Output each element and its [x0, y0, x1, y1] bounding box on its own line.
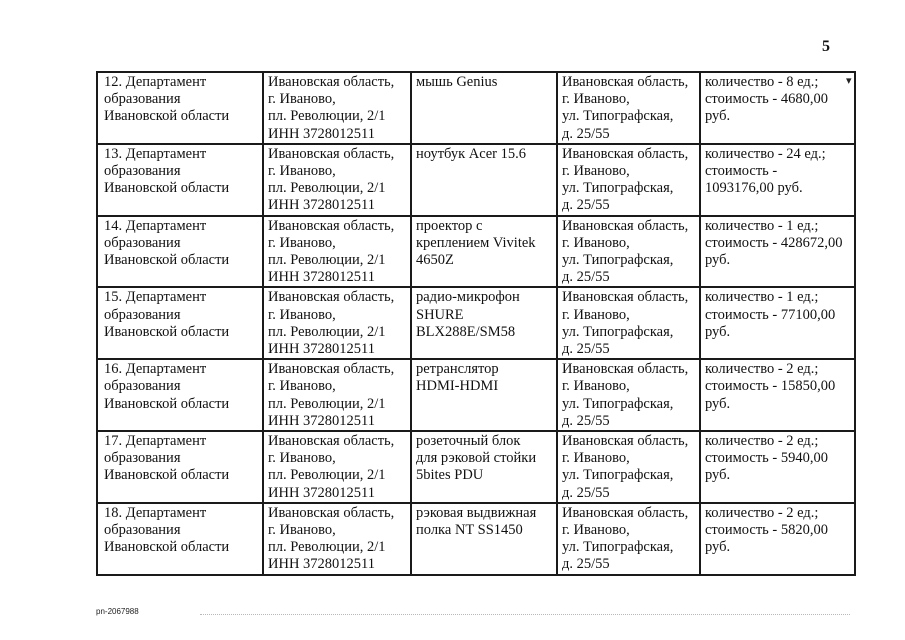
- location-cell: Ивановская область, г. Иваново, ул. Типографская, д. 25/55: [557, 144, 700, 216]
- location-cell: Ивановская область, г. Иваново, ул. Типографская, д. 25/55: [557, 359, 700, 431]
- recipient-cell: 18. Департамент образования Ивановской области: [97, 503, 263, 575]
- recipient-cell: 15. Департамент образования Ивановской области: [97, 287, 263, 359]
- location-cell: Ивановская область, г. Иваново, ул. Типографская, д. 25/55: [557, 503, 700, 575]
- recipient-cell: 12. Департамент образования Ивановской области: [97, 72, 263, 144]
- table-row: [97, 144, 855, 216]
- table-row: [97, 431, 855, 503]
- quantity-cost-cell: количество - 1 ед.; стоимость - 77100,00 руб.: [700, 287, 855, 359]
- item-cell: рэковая выдвижная полка NT SS1450: [411, 503, 557, 575]
- quantity-cost-cell: количество - 2 ед.; стоимость - 15850,00 руб.: [700, 359, 855, 431]
- page-number: 5: [822, 38, 830, 55]
- location-cell: Ивановская область, г. Иваново, ул. Типографская, д. 25/55: [557, 431, 700, 503]
- address-cell: Ивановская область, г. Иваново, пл. Революции, 2/1 ИНН 3728012511: [263, 431, 411, 503]
- scan-mark: ▾: [846, 75, 852, 87]
- table-row: [97, 216, 855, 288]
- recipient-cell: 14. Департамент образования Ивановской области: [97, 216, 263, 288]
- table-row: [97, 287, 855, 359]
- table-row: [97, 72, 855, 144]
- recipient-cell: 13. Департамент образования Ивановской области: [97, 144, 263, 216]
- address-cell: Ивановская область, г. Иваново, пл. Революции, 2/1 ИНН 3728012511: [263, 287, 411, 359]
- footer-code: pn-2067988: [96, 607, 139, 616]
- item-cell: ретранслятор HDMI-HDMI: [411, 359, 557, 431]
- quantity-cost-cell: количество - 2 ед.; стоимость - 5820,00 руб.: [700, 503, 855, 575]
- item-cell: ноутбук Acer 15.6: [411, 144, 557, 216]
- address-cell: Ивановская область, г. Иваново, пл. Революции, 2/1 ИНН 3728012511: [263, 72, 411, 144]
- quantity-cost-cell: количество - 8 ед.; стоимость - 4680,00 руб.: [700, 72, 855, 144]
- location-cell: Ивановская область, г. Иваново, ул. Типографская, д. 25/55: [557, 72, 700, 144]
- address-cell: Ивановская область, г. Иваново, пл. Революции, 2/1 ИНН 3728012511: [263, 144, 411, 216]
- item-cell: радио-микрофон SHURE BLX288E/SM58: [411, 287, 557, 359]
- address-cell: Ивановская область, г. Иваново, пл. Революции, 2/1 ИНН 3728012511: [263, 216, 411, 288]
- address-cell: Ивановская область, г. Иваново, пл. Революции, 2/1 ИНН 3728012511: [263, 359, 411, 431]
- location-cell: Ивановская область, г. Иваново, ул. Типографская, д. 25/55: [557, 287, 700, 359]
- recipient-cell: 17. Департамент образования Ивановской области: [97, 431, 263, 503]
- address-cell: Ивановская область, г. Иваново, пл. Революции, 2/1 ИНН 3728012511: [263, 503, 411, 575]
- transfer-table: [96, 71, 856, 576]
- location-cell: Ивановская область, г. Иваново, ул. Типографская, д. 25/55: [557, 216, 700, 288]
- item-cell: мышь Genius: [411, 72, 557, 144]
- table-row: [97, 359, 855, 431]
- table-row: [97, 503, 855, 575]
- quantity-cost-cell: количество - 1 ед.; стоимость - 428672,00 руб.: [700, 216, 855, 288]
- item-cell: розеточный блок для рэковой стойки 5bites PDU: [411, 431, 557, 503]
- item-cell: проектор с креплением Vivitek 4650Z: [411, 216, 557, 288]
- quantity-cost-cell: количество - 24 ед.; стоимость - 1093176,00 руб.: [700, 144, 855, 216]
- recipient-cell: 16. Департамент образования Ивановской области: [97, 359, 263, 431]
- quantity-cost-cell: количество - 2 ед.; стоимость - 5940,00 руб.: [700, 431, 855, 503]
- footer-divider: [200, 614, 850, 615]
